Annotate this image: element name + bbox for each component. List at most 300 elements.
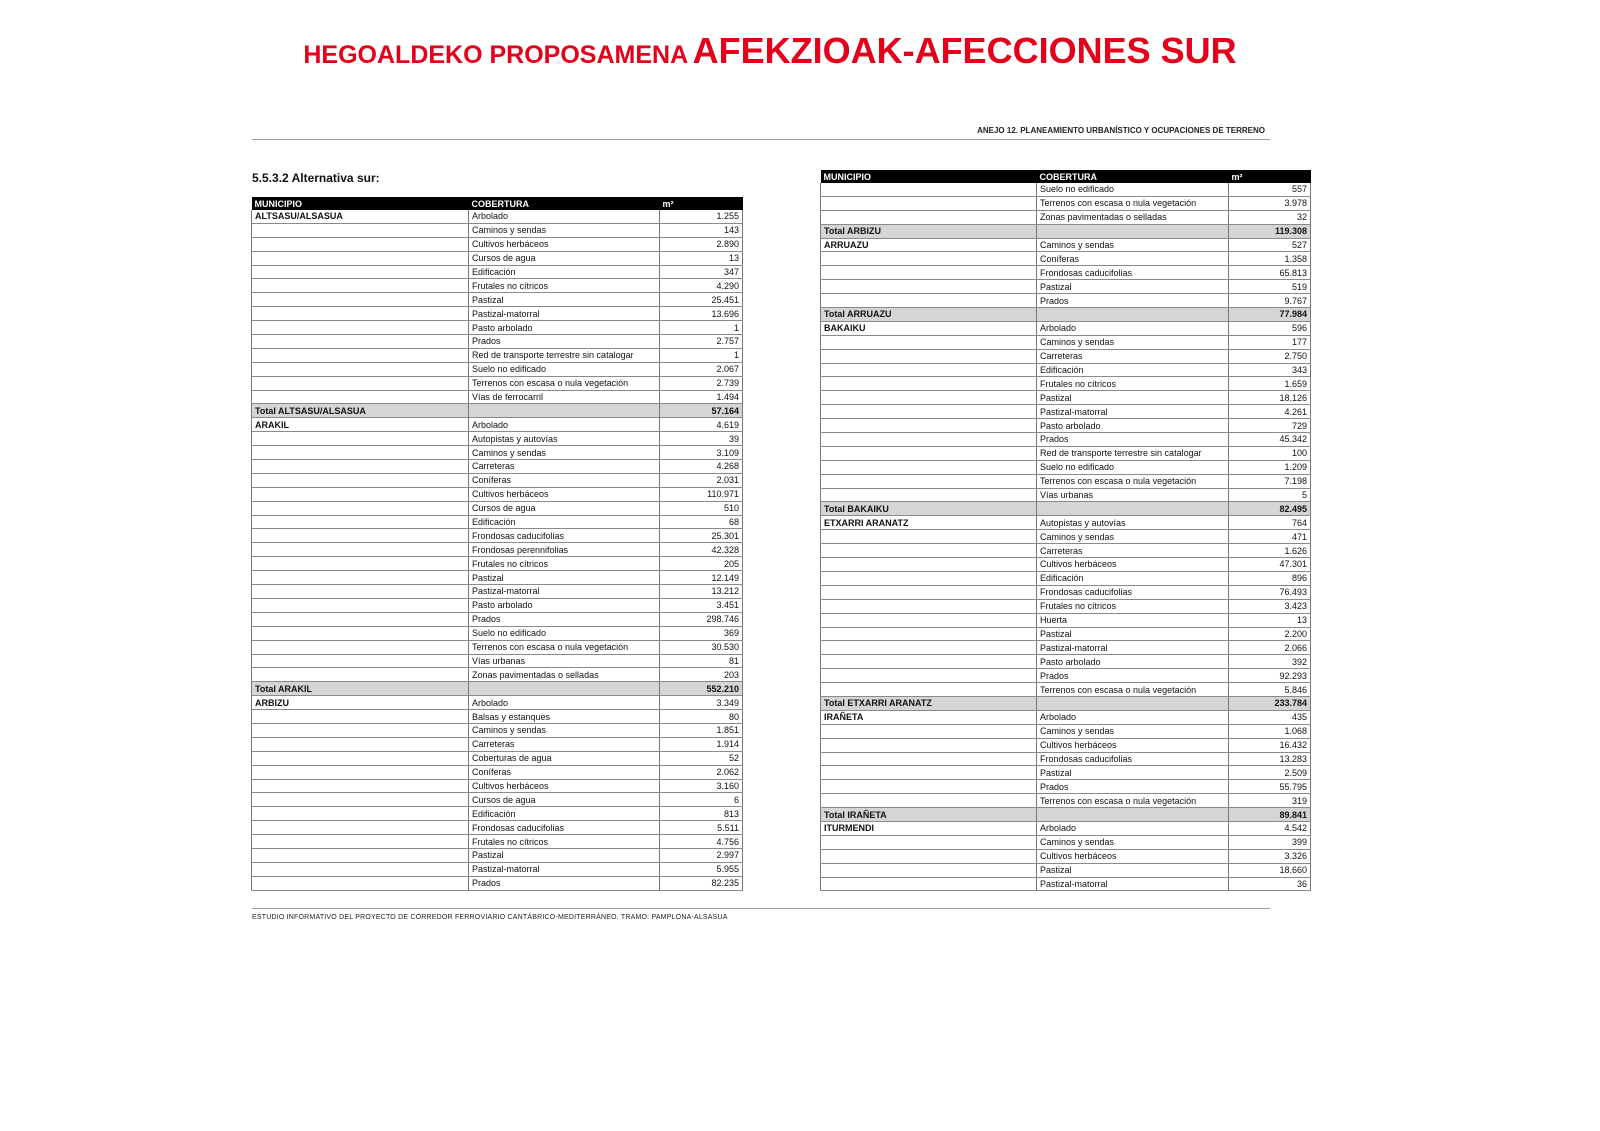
m2-cell: 203 xyxy=(660,668,743,682)
m2-cell: 2.067 xyxy=(660,362,743,376)
cobertura-cell: Caminos y sendas xyxy=(1037,530,1229,544)
m2-cell: 1 xyxy=(660,321,743,335)
table-row xyxy=(252,418,743,432)
table-row xyxy=(821,655,1311,669)
municipio-cell xyxy=(252,835,469,849)
cobertura-cell: Pastizal-matorral xyxy=(1037,641,1229,655)
m2-cell: 6 xyxy=(660,793,743,807)
m2-cell: 3.326 xyxy=(1229,849,1311,863)
m2-cell: 3.978 xyxy=(1229,196,1311,210)
cobertura-cell: Carreteras xyxy=(469,737,660,751)
cobertura-cell: Huerta xyxy=(1037,613,1229,627)
m2-cell: 2.890 xyxy=(660,237,743,251)
cobertura-cell: Suelo no edificado xyxy=(469,362,660,376)
m2-cell: 2.031 xyxy=(660,473,743,487)
cobertura-cell: Arbolado xyxy=(469,418,660,432)
municipio-cell xyxy=(821,738,1037,752)
table-row xyxy=(821,183,1311,196)
table-row xyxy=(252,348,743,362)
table-row xyxy=(252,321,743,335)
municipio-cell xyxy=(252,779,469,793)
header-m2: m² xyxy=(660,197,743,210)
m2-cell: 45.342 xyxy=(1229,433,1311,447)
m2-cell: 519 xyxy=(1229,280,1311,294)
municipio-cell xyxy=(252,640,469,654)
table-row xyxy=(821,724,1311,738)
cobertura-cell: Cultivos herbáceos xyxy=(1037,558,1229,572)
table-row xyxy=(821,780,1311,794)
cobertura-cell: Coníferas xyxy=(469,473,660,487)
table-row xyxy=(821,252,1311,266)
cobertura-cell: Arbolado xyxy=(1037,821,1229,835)
header-municipio: MUNICIPIO xyxy=(252,197,469,210)
municipio-cell xyxy=(821,433,1037,447)
m2-cell: 55.795 xyxy=(1229,780,1311,794)
table-row xyxy=(252,432,743,446)
municipio-cell xyxy=(252,432,469,446)
m2-cell: 1.914 xyxy=(660,737,743,751)
m2-cell: 13 xyxy=(1229,613,1311,627)
cobertura-cell: Zonas pavimentadas o selladas xyxy=(1037,210,1229,224)
cobertura-cell: Frutales no cítricos xyxy=(1037,377,1229,391)
total-row xyxy=(821,308,1311,322)
table-row xyxy=(821,627,1311,641)
cobertura-cell: Autopistas y autovías xyxy=(469,432,660,446)
table-row xyxy=(252,668,743,682)
table-row xyxy=(252,390,743,404)
m2-cell: 1.851 xyxy=(660,723,743,737)
m2-cell: 92.293 xyxy=(1229,669,1311,683)
cobertura-cell: Arbolado xyxy=(469,210,660,223)
cobertura-cell: Frondosas caducifolias xyxy=(1037,752,1229,766)
cobertura-cell: Terrenos con escasa o nula vegetación xyxy=(1037,683,1229,697)
cobertura-cell: Suelo no edificado xyxy=(469,626,660,640)
cobertura-cell: Caminos y sendas xyxy=(1037,724,1229,738)
table-row xyxy=(821,544,1311,558)
municipio-cell xyxy=(821,405,1037,419)
municipio-cell xyxy=(252,723,469,737)
table-row xyxy=(821,433,1311,447)
m2-cell: 3.423 xyxy=(1229,599,1311,613)
cobertura-cell: Prados xyxy=(1037,433,1229,447)
m2-cell: 89.841 xyxy=(1229,808,1311,822)
table-row xyxy=(821,710,1311,724)
m2-cell: 7.198 xyxy=(1229,474,1311,488)
cobertura-cell: Frutales no cítricos xyxy=(469,835,660,849)
cobertura-cell: Edificación xyxy=(469,265,660,279)
municipio-cell xyxy=(821,419,1037,433)
table-row xyxy=(821,488,1311,502)
municipio-cell xyxy=(252,654,469,668)
municipio-cell xyxy=(821,391,1037,405)
table-row xyxy=(252,654,743,668)
table-row xyxy=(821,794,1311,808)
m2-cell: 16.432 xyxy=(1229,738,1311,752)
cobertura-cell: Carreteras xyxy=(1037,349,1229,363)
cobertura-cell: Cultivos herbáceos xyxy=(1037,738,1229,752)
table-row xyxy=(252,807,743,821)
cobertura-cell: Frondosas caducifolias xyxy=(469,821,660,835)
cobertura-cell: Edificación xyxy=(1037,571,1229,585)
cobertura-cell: Pastizal-matorral xyxy=(1037,877,1229,891)
m2-cell: 82.235 xyxy=(660,876,743,890)
cobertura-cell: Frutales no cítricos xyxy=(1037,599,1229,613)
cobertura-cell: Arbolado xyxy=(1037,321,1229,335)
municipio-cell xyxy=(821,627,1037,641)
municipio-cell xyxy=(252,848,469,862)
municipio-cell: IRAÑETA xyxy=(821,710,1037,724)
m2-cell: 3.109 xyxy=(660,446,743,460)
municipio-cell xyxy=(252,751,469,765)
table-row xyxy=(252,376,743,390)
municipio-cell xyxy=(821,530,1037,544)
table-row xyxy=(252,251,743,265)
municipio-cell xyxy=(821,558,1037,572)
table-row xyxy=(821,391,1311,405)
m2-cell: 25.301 xyxy=(660,529,743,543)
m2-cell: 1.494 xyxy=(660,390,743,404)
m2-cell: 2.739 xyxy=(660,376,743,390)
municipio-cell xyxy=(252,348,469,362)
cobertura-cell: Frondosas perennifolias xyxy=(469,543,660,557)
m2-cell: 343 xyxy=(1229,363,1311,377)
municipio-cell xyxy=(252,487,469,501)
table-row xyxy=(252,598,743,612)
cobertura-cell: Pasto arbolado xyxy=(469,321,660,335)
cobertura-cell: Frondosas caducifolias xyxy=(1037,266,1229,280)
m2-cell: 3.451 xyxy=(660,598,743,612)
table-row xyxy=(252,307,743,321)
m2-cell: 4.542 xyxy=(1229,821,1311,835)
municipio-cell xyxy=(821,835,1037,849)
m2-cell: 527 xyxy=(1229,238,1311,252)
m2-cell: 5.846 xyxy=(1229,683,1311,697)
m2-cell: 4.268 xyxy=(660,460,743,474)
cobertura-cell: Suelo no edificado xyxy=(1037,460,1229,474)
cobertura-cell: Pastizal-matorral xyxy=(469,307,660,321)
municipio-cell xyxy=(821,641,1037,655)
table-header-row xyxy=(252,197,743,210)
table-row xyxy=(821,821,1311,835)
m2-cell: 3.349 xyxy=(660,696,743,710)
cobertura-cell: Arbolado xyxy=(469,696,660,710)
municipio-cell xyxy=(252,668,469,682)
m2-cell: 2.062 xyxy=(660,765,743,779)
header-municipio: MUNICIPIO xyxy=(821,170,1037,183)
cobertura-cell: Pastizal xyxy=(1037,627,1229,641)
municipio-cell xyxy=(821,877,1037,891)
cobertura-cell: Pastizal-matorral xyxy=(469,862,660,876)
municipio-cell xyxy=(821,280,1037,294)
m2-cell: 2.200 xyxy=(1229,627,1311,641)
m2-cell: 596 xyxy=(1229,321,1311,335)
table-row xyxy=(252,362,743,376)
m2-cell: 347 xyxy=(660,265,743,279)
cobertura-cell: Red de transporte terrestre sin catalogar xyxy=(469,348,660,362)
municipio-cell xyxy=(252,223,469,237)
m2-cell: 205 xyxy=(660,557,743,571)
table-row xyxy=(821,196,1311,210)
municipio-cell xyxy=(821,780,1037,794)
cobertura-cell: Caminos y sendas xyxy=(1037,335,1229,349)
municipio-cell xyxy=(821,294,1037,308)
municipio-cell xyxy=(821,683,1037,697)
m2-cell: 319 xyxy=(1229,794,1311,808)
header-cobertura: COBERTURA xyxy=(469,197,660,210)
m2-cell: 39 xyxy=(660,432,743,446)
footer-text: ESTUDIO INFORMATIVO DEL PROYECTO DE CORREDOR FERROVIARIO CANTÁBRICO-MEDITERRÁNEO. TRAMO: PAMPLONA-ALSASUA xyxy=(252,914,728,921)
table-row xyxy=(252,737,743,751)
table-row xyxy=(252,793,743,807)
m2-cell: 510 xyxy=(660,501,743,515)
municipio-cell xyxy=(821,655,1037,669)
total-row xyxy=(252,682,743,696)
cobertura-cell xyxy=(1037,224,1229,238)
municipio-cell xyxy=(252,515,469,529)
municipio-cell xyxy=(821,363,1037,377)
cobertura-cell: Pasto arbolado xyxy=(1037,419,1229,433)
table-row xyxy=(252,876,743,890)
cobertura-cell: Prados xyxy=(1037,294,1229,308)
municipio-cell: Total ETXARRI ARANATZ xyxy=(821,696,1037,710)
cobertura-cell: Zonas pavimentadas o selladas xyxy=(469,668,660,682)
table-row xyxy=(252,640,743,654)
cobertura-cell: Edificación xyxy=(1037,363,1229,377)
m2-cell: 233.784 xyxy=(1229,696,1311,710)
m2-cell: 813 xyxy=(660,807,743,821)
table-row xyxy=(821,558,1311,572)
table-row xyxy=(821,363,1311,377)
table-row xyxy=(252,821,743,835)
municipio-cell xyxy=(821,585,1037,599)
cobertura-cell: Pastizal xyxy=(469,571,660,585)
municipio-cell xyxy=(252,237,469,251)
municipio-cell xyxy=(821,599,1037,613)
table-row xyxy=(252,335,743,349)
municipio-cell xyxy=(252,876,469,890)
municipio-cell xyxy=(252,807,469,821)
m2-cell: 5.511 xyxy=(660,821,743,835)
table-left xyxy=(251,197,743,891)
table-row xyxy=(821,210,1311,224)
municipio-cell xyxy=(252,529,469,543)
table-row xyxy=(252,279,743,293)
cobertura-cell: Pastizal-matorral xyxy=(469,585,660,599)
table-row xyxy=(252,696,743,710)
m2-cell: 435 xyxy=(1229,710,1311,724)
municipio-cell xyxy=(821,474,1037,488)
m2-cell: 1.358 xyxy=(1229,252,1311,266)
m2-cell: 177 xyxy=(1229,335,1311,349)
cobertura-cell: Cursos de agua xyxy=(469,251,660,265)
municipio-cell xyxy=(821,766,1037,780)
m2-cell: 80 xyxy=(660,710,743,724)
m2-cell: 13.696 xyxy=(660,307,743,321)
cobertura-cell: Pastizal xyxy=(1037,391,1229,405)
table-right xyxy=(820,170,1311,891)
municipio-cell xyxy=(252,710,469,724)
municipio-cell xyxy=(252,557,469,571)
cobertura-cell: Prados xyxy=(1037,780,1229,794)
m2-cell: 4.261 xyxy=(1229,405,1311,419)
municipio-cell xyxy=(252,251,469,265)
table-row xyxy=(252,862,743,876)
table-row xyxy=(252,501,743,515)
cobertura-cell: Autopistas y autovías xyxy=(1037,516,1229,530)
m2-cell: 729 xyxy=(1229,419,1311,433)
table-row xyxy=(821,238,1311,252)
municipio-cell xyxy=(252,307,469,321)
table-row xyxy=(252,626,743,640)
municipio-cell xyxy=(821,349,1037,363)
municipio-cell xyxy=(821,446,1037,460)
cobertura-cell: Frondosas caducifolias xyxy=(469,529,660,543)
table-row xyxy=(821,863,1311,877)
municipio-cell xyxy=(252,279,469,293)
municipio-cell xyxy=(821,488,1037,502)
table-row xyxy=(252,835,743,849)
cobertura-cell xyxy=(1037,808,1229,822)
table-row xyxy=(821,266,1311,280)
cobertura-cell: Coberturas de agua xyxy=(469,751,660,765)
table-row xyxy=(821,377,1311,391)
title-part-2: AFEKZIOAK-AFECCIONES SUR xyxy=(692,30,1237,71)
m2-cell: 369 xyxy=(660,626,743,640)
m2-cell: 4.290 xyxy=(660,279,743,293)
cobertura-cell: Terrenos con escasa o nula vegetación xyxy=(1037,474,1229,488)
table-row xyxy=(821,419,1311,433)
m2-cell: 47.301 xyxy=(1229,558,1311,572)
m2-cell: 1.659 xyxy=(1229,377,1311,391)
m2-cell: 2.509 xyxy=(1229,766,1311,780)
cobertura-cell: Vías urbanas xyxy=(469,654,660,668)
cobertura-cell: Pastizal xyxy=(1037,280,1229,294)
table-row xyxy=(252,557,743,571)
m2-cell: 76.493 xyxy=(1229,585,1311,599)
municipio-cell xyxy=(252,473,469,487)
municipio-cell xyxy=(252,321,469,335)
table-row xyxy=(821,585,1311,599)
m2-cell: 100 xyxy=(1229,446,1311,460)
cobertura-cell: Prados xyxy=(469,612,660,626)
m2-cell: 4.619 xyxy=(660,418,743,432)
table-row xyxy=(252,710,743,724)
table-row xyxy=(821,641,1311,655)
m2-cell: 1.626 xyxy=(1229,544,1311,558)
municipio-cell: ARRUAZU xyxy=(821,238,1037,252)
header-cobertura: COBERTURA xyxy=(1037,170,1229,183)
m2-cell: 65.813 xyxy=(1229,266,1311,280)
table-row xyxy=(821,766,1311,780)
cobertura-cell: Vías de ferrocarril xyxy=(469,390,660,404)
m2-cell: 57.164 xyxy=(660,404,743,418)
cobertura-cell: Pasto arbolado xyxy=(469,598,660,612)
title-part-1: HEGOALDEKO PROPOSAMENA xyxy=(303,41,689,69)
cobertura-cell: Balsas y estanques xyxy=(469,710,660,724)
m2-cell: 896 xyxy=(1229,571,1311,585)
cobertura-cell: Suelo no edificado xyxy=(1037,183,1229,196)
municipio-cell xyxy=(821,266,1037,280)
municipio-cell: Total IRAÑETA xyxy=(821,808,1037,822)
table-row xyxy=(252,223,743,237)
table-row xyxy=(821,294,1311,308)
total-row xyxy=(252,404,743,418)
m2-cell: 119.308 xyxy=(1229,224,1311,238)
m2-cell: 77.984 xyxy=(1229,308,1311,322)
m2-cell: 13.283 xyxy=(1229,752,1311,766)
municipio-cell xyxy=(821,669,1037,683)
municipio-cell: Total ARBIZU xyxy=(821,224,1037,238)
table-row xyxy=(821,571,1311,585)
municipio-cell xyxy=(252,737,469,751)
cobertura-cell: Caminos y sendas xyxy=(1037,238,1229,252)
municipio-cell xyxy=(821,613,1037,627)
cobertura-cell: Carreteras xyxy=(469,460,660,474)
m2-cell: 1 xyxy=(660,348,743,362)
footer-rule xyxy=(252,908,1270,909)
table-row xyxy=(252,460,743,474)
municipio-cell xyxy=(821,377,1037,391)
municipio-cell xyxy=(252,793,469,807)
m2-cell: 143 xyxy=(660,223,743,237)
table-row xyxy=(821,613,1311,627)
table-row xyxy=(252,237,743,251)
m2-cell: 13.212 xyxy=(660,585,743,599)
table-row xyxy=(821,738,1311,752)
municipio-cell xyxy=(821,460,1037,474)
m2-cell: 4.756 xyxy=(660,835,743,849)
municipio-cell xyxy=(252,376,469,390)
m2-cell: 36 xyxy=(1229,877,1311,891)
municipio-cell xyxy=(821,571,1037,585)
municipio-cell xyxy=(252,571,469,585)
municipio-cell xyxy=(252,862,469,876)
m2-cell: 1.068 xyxy=(1229,724,1311,738)
cobertura-cell: Prados xyxy=(469,876,660,890)
municipio-cell: ARBIZU xyxy=(252,696,469,710)
m2-cell: 52 xyxy=(660,751,743,765)
m2-cell: 3.160 xyxy=(660,779,743,793)
total-row xyxy=(821,224,1311,238)
cobertura-cell: Terrenos con escasa o nula vegetación xyxy=(1037,794,1229,808)
cobertura-cell: Red de transporte terrestre sin catalogar xyxy=(1037,446,1229,460)
cobertura-cell: Pastizal xyxy=(469,293,660,307)
cobertura-cell: Terrenos con escasa o nula vegetación xyxy=(1037,196,1229,210)
m2-cell: 557 xyxy=(1229,183,1311,196)
municipio-cell xyxy=(252,335,469,349)
header-m2: m² xyxy=(1229,170,1311,183)
m2-cell: 68 xyxy=(660,515,743,529)
cobertura-cell: Pastizal xyxy=(469,848,660,862)
table-row xyxy=(821,877,1311,891)
table-row xyxy=(821,335,1311,349)
municipio-cell: ETXARRI ARANATZ xyxy=(821,516,1037,530)
cobertura-cell: Coníferas xyxy=(469,765,660,779)
m2-cell: 30.530 xyxy=(660,640,743,654)
table-row xyxy=(821,446,1311,460)
m2-cell: 298.746 xyxy=(660,612,743,626)
cobertura-cell: Carreteras xyxy=(1037,544,1229,558)
m2-cell: 392 xyxy=(1229,655,1311,669)
cobertura-cell: Frutales no cítricos xyxy=(469,279,660,293)
municipio-cell: Total ARAKIL xyxy=(252,682,469,696)
table-row xyxy=(252,293,743,307)
cobertura-cell: Vías urbanas xyxy=(1037,488,1229,502)
municipio-cell xyxy=(252,501,469,515)
table-row xyxy=(821,460,1311,474)
municipio-cell: ARAKIL xyxy=(252,418,469,432)
cobertura-cell: Cultivos herbáceos xyxy=(469,779,660,793)
